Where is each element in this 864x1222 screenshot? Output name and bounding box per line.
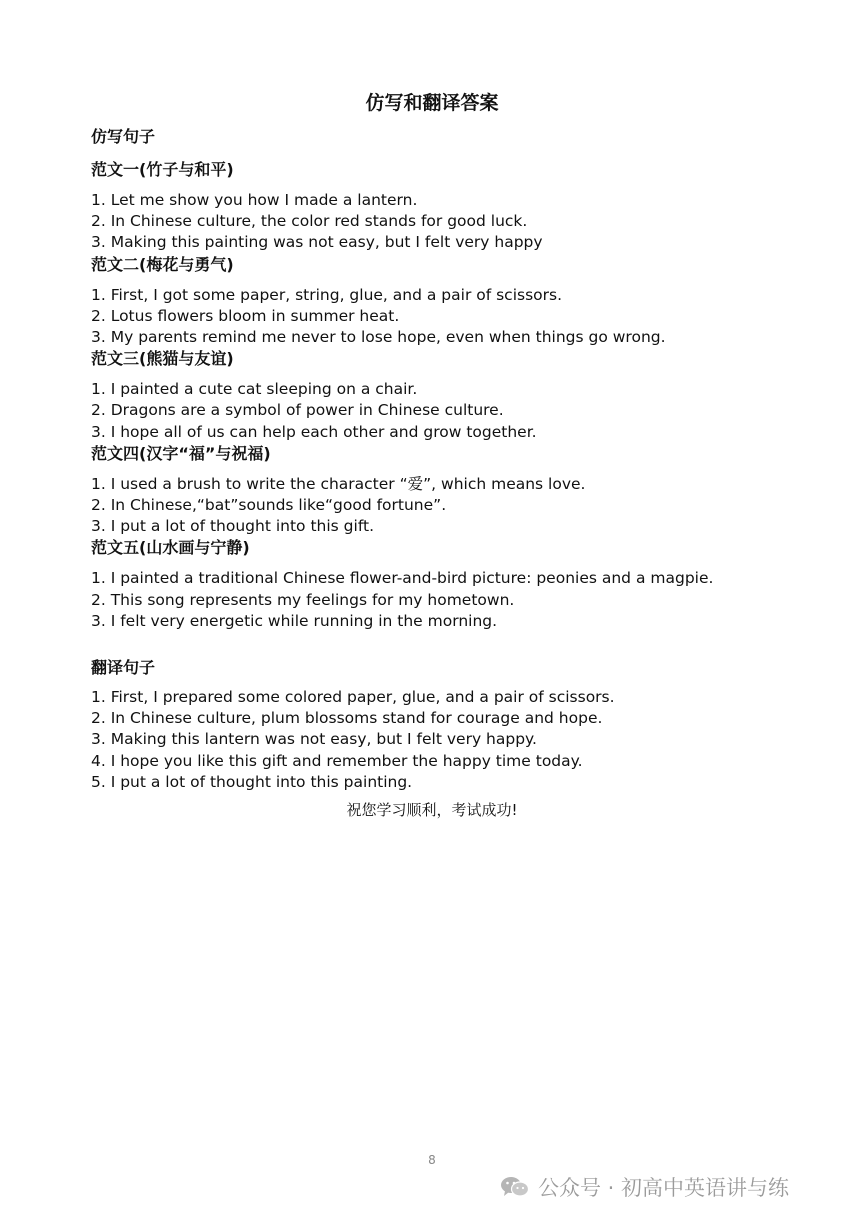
section-heading: 范文五(山水画与宁静) [91, 538, 250, 558]
imitation-section [91, 159, 831, 254]
wechat-icon [500, 1175, 530, 1199]
imitation-section [91, 254, 831, 349]
section-heading: 范文二(梅花与勇气) [91, 254, 234, 274]
section-heading: 范文一(竹子与和平) [91, 160, 234, 179]
sentence-line: 3. I felt very energetic while running in the morning. [91, 611, 498, 630]
imitation-heading: 仿写句子 [91, 127, 156, 146]
imitation-section [91, 443, 831, 538]
sentence-line: 3. Making this lantern was not easy, but I felt very happy. [91, 730, 537, 749]
translation-heading: 翻译句子 [91, 658, 156, 678]
page-number: 8 [428, 1153, 436, 1167]
sentence-line: 2. In Chinese culture, plum blossoms stand for courage and hope. [91, 709, 603, 728]
section-heading: 范文四(汉字“福”与祝福) [91, 443, 271, 463]
sentence-line: 1. Let me show you how I made a lantern. [91, 191, 418, 209]
page-title: 仿写和翻译答案 [365, 92, 499, 114]
sentence-line: 2. Dragons are a symbol of power in Chinese culture. [91, 401, 504, 420]
sentence-line: 3. I hope all of us can help each other and grow together. [91, 422, 537, 441]
section-heading: 范文三(熊猫与友谊) [91, 349, 234, 369]
watermark-text: 公众号 · 初高中英语讲与练 [538, 1176, 790, 1200]
sentence-line: 2. This song represents my feelings for my hometown. [91, 590, 515, 609]
imitation-section [91, 537, 831, 632]
imitation-section [91, 348, 831, 443]
sentence-line: 2. In Chinese,“bat”sounds like“good fortune”. [91, 496, 447, 515]
answer-content [91, 126, 831, 793]
sentence-line: 2. In Chinese culture, the color red stands for good luck. [91, 212, 528, 231]
sentence-line: 1. First, I got some paper, string, glue, and a pair of scissors. [91, 285, 563, 304]
sentence-line: 3. Making this painting was not easy, but I felt very happy [91, 233, 543, 252]
sentence-line: 1. I painted a traditional Chinese flower-and-bird picture: peonies and a magpie. [91, 569, 714, 588]
sentence-line: 3. My parents remind me never to lose hope, even when things go wrong. [91, 328, 666, 347]
watermark [500, 1172, 789, 1202]
sentence-line: 1. I used a brush to write the character “爱”, which means love. [91, 474, 586, 493]
closing-message: 祝您学习顺利，考试成功! [346, 801, 518, 819]
sentence-line: 1. First, I prepared some colored paper, glue, and a pair of scissors. [91, 688, 615, 707]
sentence-line: 3. I put a lot of thought into this gift. [91, 517, 375, 536]
sentence-line: 5. I put a lot of thought into this painting. [91, 772, 413, 791]
sentence-line: 1. I painted a cute cat sleeping on a chair. [91, 380, 418, 399]
translation-section [91, 657, 831, 793]
sentence-line: 4. I hope you like this gift and remember the happy time today. [91, 751, 583, 770]
sentence-line: 2. Lotus flowers bloom in summer heat. [91, 306, 400, 325]
